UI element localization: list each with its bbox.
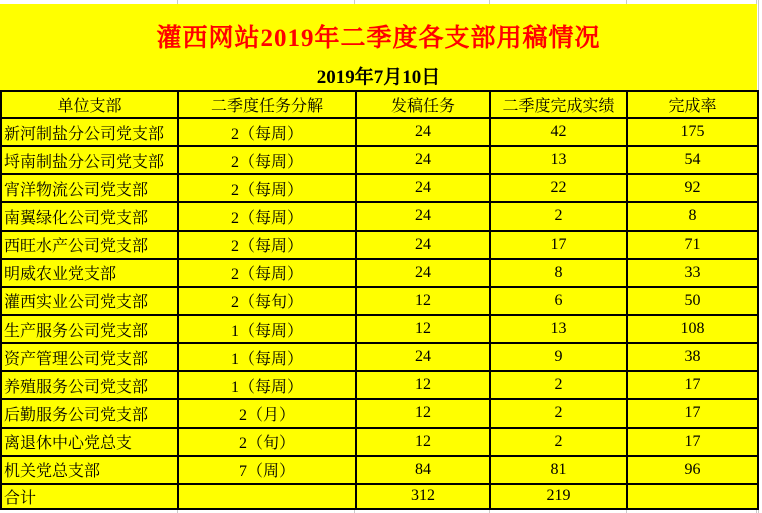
cell-rate[interactable]: 71 [627,231,758,259]
cell-rate[interactable]: 50 [627,287,758,315]
table-row [1,399,758,427]
cell-post_task[interactable]: 24 [356,118,490,146]
header-cell[interactable]: 二季度任务分解 [178,91,356,118]
report-table [0,90,759,510]
table-body [1,118,758,509]
cell-completed[interactable]: 42 [490,118,627,146]
cell-unit[interactable]: 宵洋物流公司党支部 [1,174,178,202]
table-row [1,231,758,259]
cell-post_task[interactable]: 12 [356,315,490,343]
header-cell[interactable]: 二季度完成实绩 [490,91,627,118]
table-row [1,146,758,174]
cell-unit[interactable]: 后勤服务公司党支部 [1,399,178,427]
cell-rate[interactable]: 8 [627,202,758,230]
cell-completed[interactable]: 2 [490,371,627,399]
cell-rate[interactable] [627,484,758,509]
table-row [1,343,758,371]
cell-completed[interactable]: 9 [490,343,627,371]
cell-unit[interactable]: 离退休中心党总支 [1,428,178,456]
table-row [1,428,758,456]
cell-rate[interactable]: 17 [627,399,758,427]
cell-rate[interactable]: 17 [627,428,758,456]
cell-task_breakdown[interactable]: 2（月） [178,399,356,427]
cell-completed[interactable]: 2 [490,428,627,456]
table-row [1,202,758,230]
header-cell[interactable]: 完成率 [627,91,758,118]
cell-task_breakdown[interactable]: 2（每周） [178,146,356,174]
cell-unit[interactable]: 南翼绿化公司党支部 [1,202,178,230]
cell-unit[interactable]: 合计 [1,484,178,509]
cell-rate[interactable]: 92 [627,174,758,202]
cell-post_task[interactable]: 12 [356,287,490,315]
cell-post_task[interactable]: 24 [356,174,490,202]
cell-post_task[interactable]: 24 [356,259,490,287]
cell-unit[interactable]: 明威农业党支部 [1,259,178,287]
cell-post_task[interactable]: 24 [356,146,490,174]
table-row [1,118,758,146]
table-row [1,259,758,287]
cell-task_breakdown[interactable] [178,484,356,509]
cell-completed[interactable]: 13 [490,315,627,343]
cell-post_task[interactable]: 24 [356,231,490,259]
cell-rate[interactable]: 108 [627,315,758,343]
cell-rate[interactable]: 38 [627,343,758,371]
table-row [1,456,758,484]
cell-completed[interactable]: 13 [490,146,627,174]
cell-completed[interactable]: 81 [490,456,627,484]
cell-task_breakdown[interactable]: 2（旬） [178,428,356,456]
cell-completed[interactable]: 2 [490,399,627,427]
cell-post_task[interactable]: 12 [356,371,490,399]
cell-task_breakdown[interactable]: 2（每旬） [178,287,356,315]
cell-unit[interactable]: 机关党总支部 [1,456,178,484]
cell-unit[interactable]: 新河制盐分公司党支部 [1,118,178,146]
table-row [1,287,758,315]
cell-rate[interactable]: 33 [627,259,758,287]
table-row [1,315,758,343]
cell-unit[interactable]: 灌西实业公司党支部 [1,287,178,315]
cell-post_task[interactable]: 12 [356,399,490,427]
table-row [1,371,758,399]
cell-completed[interactable]: 17 [490,231,627,259]
cell-unit[interactable]: 埒南制盐分公司党支部 [1,146,178,174]
worksheet-area [0,4,757,510]
cell-post_task[interactable]: 312 [356,484,490,509]
header-cell[interactable]: 单位支部 [1,91,178,118]
cell-unit[interactable]: 养殖服务公司党支部 [1,371,178,399]
cell-completed[interactable]: 2 [490,202,627,230]
cell-post_task[interactable]: 24 [356,202,490,230]
cell-task_breakdown[interactable]: 2（每周） [178,259,356,287]
cell-completed[interactable]: 219 [490,484,627,509]
header-cell[interactable]: 发稿任务 [356,91,490,118]
cell-task_breakdown[interactable]: 1（每周） [178,315,356,343]
cell-completed[interactable]: 22 [490,174,627,202]
cell-task_breakdown[interactable]: 1（每周） [178,371,356,399]
cell-post_task[interactable]: 12 [356,428,490,456]
report-date: 2019年7月10日 [316,67,441,88]
report-title: 灌西网站2019年二季度各支部用稿情况 [156,25,601,52]
table-header-row [1,91,758,118]
cell-completed[interactable]: 8 [490,259,627,287]
cell-task_breakdown[interactable]: 7（周） [178,456,356,484]
table-row [1,174,758,202]
cell-completed[interactable]: 6 [490,287,627,315]
cell-rate[interactable]: 54 [627,146,758,174]
cell-task_breakdown[interactable]: 1（每周） [178,343,356,371]
cell-task_breakdown[interactable]: 2（每周） [178,118,356,146]
cell-unit[interactable]: 西旺水产公司党支部 [1,231,178,259]
cell-rate[interactable]: 17 [627,371,758,399]
cell-task_breakdown[interactable]: 2（每周） [178,202,356,230]
cell-unit[interactable]: 资产管理公司党支部 [1,343,178,371]
cell-unit[interactable]: 生产服务公司党支部 [1,315,178,343]
cell-task_breakdown[interactable]: 2（每周） [178,174,356,202]
cell-post_task[interactable]: 84 [356,456,490,484]
cell-post_task[interactable]: 24 [356,343,490,371]
total-row [1,484,758,509]
cell-rate[interactable]: 96 [627,456,758,484]
cell-rate[interactable]: 175 [627,118,758,146]
cell-task_breakdown[interactable]: 2（每周） [178,231,356,259]
